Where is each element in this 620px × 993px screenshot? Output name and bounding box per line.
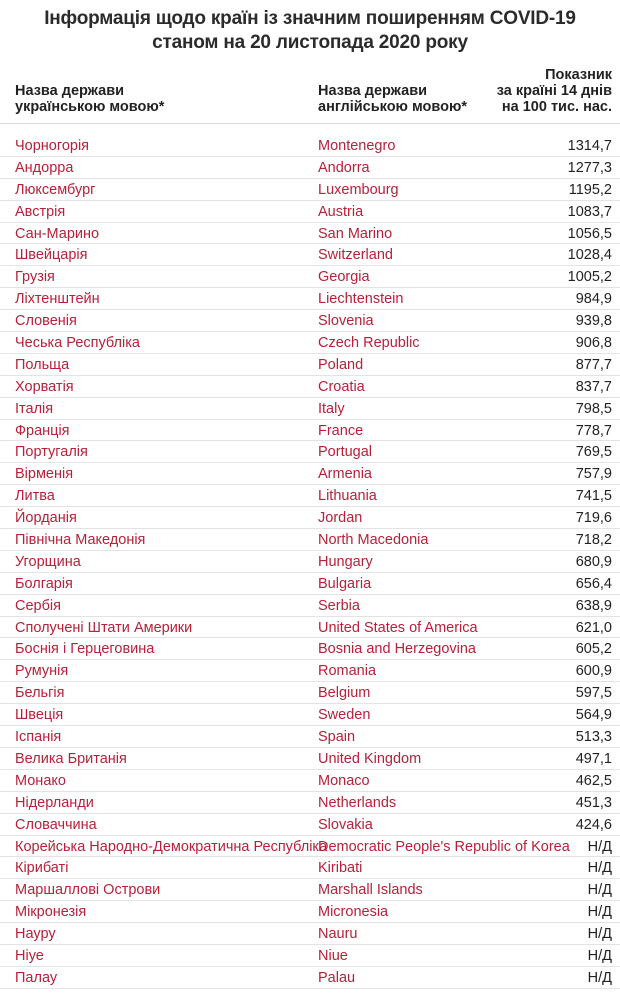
country-name-ukrainian: Боснія і Герцеговина [15, 641, 155, 658]
incidence-value: 1195,2 [568, 181, 612, 198]
country-name-ukrainian: Вірменія [15, 466, 74, 483]
country-name-ukrainian: Маршаллові Острови [15, 882, 161, 899]
incidence-value: 741,5 [575, 488, 612, 505]
table-row [0, 879, 620, 901]
country-name-ukrainian: Нідерланди [15, 794, 94, 811]
country-name-english: Micronesia [318, 904, 389, 921]
header-incidence-value-line: Показник [545, 67, 612, 83]
table-row [0, 704, 620, 726]
incidence-value: 1277,3 [567, 159, 612, 176]
country-name-english: Palau [318, 969, 356, 986]
table-row [0, 463, 620, 485]
incidence-value: 939,8 [575, 313, 612, 330]
header-ukrainian-name-line: Назва держави [15, 83, 125, 99]
incidence-value: 1083,7 [567, 203, 612, 220]
country-name-english: Netherlands [318, 794, 397, 811]
country-name-english: Monaco [318, 772, 370, 789]
page-title [0, 0, 620, 55]
incidence-value: 1314,7 [567, 138, 612, 154]
country-name-english: Georgia [318, 269, 370, 286]
incidence-value: 597,5 [575, 685, 612, 702]
incidence-value: 719,6 [575, 510, 612, 527]
country-name-ukrainian: Ліхтенштейн [15, 291, 100, 308]
incidence-value: 757,9 [575, 466, 612, 483]
title-line-2: станом на 20 листопада 2020 року [152, 32, 468, 53]
table-row [0, 901, 620, 923]
country-name-ukrainian: Грузія [15, 269, 55, 286]
country-name-english: Montenegro [318, 138, 396, 154]
table-header [0, 61, 620, 124]
country-name-english: Portugal [318, 444, 373, 461]
incidence-value: 877,7 [575, 356, 612, 373]
table-row [0, 682, 620, 704]
country-name-ukrainian: Франція [15, 422, 70, 439]
country-name-english: United Kingdom [318, 750, 422, 767]
country-name-ukrainian: Сан-Марино [15, 225, 100, 242]
incidence-value: 984,9 [575, 291, 612, 308]
country-name-ukrainian: Іспанія [15, 729, 62, 746]
table-row [0, 660, 620, 682]
country-name-ukrainian: Мікронезія [15, 904, 87, 921]
country-name-ukrainian: Румунія [15, 663, 69, 680]
header-incidence-value-line: за країні 14 днів [496, 83, 612, 99]
table-row [0, 595, 620, 617]
table-row [0, 179, 620, 201]
table-row [0, 376, 620, 398]
table-row [0, 770, 620, 792]
country-name-english: Slovakia [318, 816, 373, 833]
country-name-ukrainian: Словаччина [15, 816, 97, 833]
incidence-value: 462,5 [575, 772, 612, 789]
table-row [0, 836, 620, 858]
incidence-value: 778,7 [575, 422, 612, 439]
header-ukrainian-name [15, 83, 164, 115]
table-row [0, 310, 620, 332]
country-name-english: Kiribati [318, 860, 363, 877]
country-name-english: Liechtenstein [318, 291, 404, 308]
table-row [0, 332, 620, 354]
country-name-english: Andorra [318, 159, 370, 176]
country-name-english: Switzerland [318, 247, 393, 264]
incidence-value: Н/Д [587, 860, 612, 877]
country-name-ukrainian: Швейцарія [15, 247, 88, 264]
header-incidence-value-line: на 100 тис. нас. [501, 99, 612, 115]
incidence-value: 906,8 [575, 335, 612, 352]
incidence-value: 718,2 [575, 532, 612, 549]
header-english-name [318, 83, 467, 115]
table-row [0, 814, 620, 836]
country-name-english: Bosnia and Herzegovina [318, 641, 476, 658]
country-name-ukrainian: Йорданія [15, 510, 77, 527]
country-name-ukrainian: Польща [15, 356, 70, 373]
country-name-ukrainian: Науру [15, 926, 56, 943]
incidence-value: Н/Д [587, 947, 612, 964]
table-row [0, 420, 620, 442]
country-name-ukrainian: Чеська Республіка [15, 335, 140, 352]
country-name-ukrainian: Монако [15, 772, 66, 789]
country-name-ukrainian: Словенія [15, 313, 77, 330]
country-name-english: Nauru [318, 926, 358, 943]
incidence-value: 798,5 [575, 400, 612, 417]
country-name-english: France [318, 422, 364, 439]
table-row [0, 288, 620, 310]
header-incidence-value [497, 67, 612, 115]
country-name-english: Belgium [318, 685, 371, 702]
table-row [0, 529, 620, 551]
incidence-value: Н/Д [587, 926, 612, 943]
table-row [0, 507, 620, 529]
table-row [0, 726, 620, 748]
country-name-english: Jordan [318, 510, 363, 527]
table-row [0, 923, 620, 945]
country-name-english: Hungary [318, 553, 373, 570]
incidence-value: 621,0 [575, 619, 612, 636]
country-name-english: Slovenia [318, 313, 374, 330]
incidence-value: 769,5 [575, 444, 612, 461]
table-row [0, 441, 620, 463]
country-name-ukrainian: Болгарія [15, 575, 73, 592]
table-body [0, 135, 620, 989]
country-name-ukrainian: Велика Британія [15, 750, 127, 767]
table-row [0, 223, 620, 245]
table-row [0, 135, 620, 157]
incidence-value: 564,9 [575, 707, 612, 724]
table-row [0, 857, 620, 879]
incidence-value: 680,9 [575, 553, 612, 570]
incidence-value: Н/Д [587, 969, 612, 986]
country-name-english: Croatia [318, 378, 365, 395]
table-row [0, 485, 620, 507]
incidence-value: 424,6 [575, 816, 612, 833]
country-name-english: Bulgaria [318, 575, 372, 592]
country-name-english: Armenia [318, 466, 372, 483]
table-row [0, 398, 620, 420]
country-name-english: Spain [318, 729, 356, 746]
header-english-name-line: Назва держави [318, 83, 428, 99]
country-name-ukrainian: Швеція [15, 707, 64, 724]
country-name-ukrainian: Сполучені Штати Америки [15, 619, 193, 636]
country-name-english: Niue [318, 947, 348, 964]
table-row [0, 201, 620, 223]
table-row [0, 748, 620, 770]
table-row [0, 617, 620, 639]
table-row [0, 573, 620, 595]
country-name-ukrainian: Хорватія [15, 378, 74, 395]
country-name-english: Sweden [318, 707, 371, 724]
country-name-english: Austria [318, 203, 364, 220]
table-row [0, 945, 620, 967]
country-name-ukrainian: Люксембург [15, 181, 96, 198]
incidence-value: Н/Д [587, 882, 612, 899]
table-row [0, 967, 620, 989]
table-row [0, 157, 620, 179]
incidence-value: Н/Д [587, 904, 612, 921]
country-name-ukrainian: Північна Македонія [15, 532, 146, 549]
table-row [0, 551, 620, 573]
country-name-english: Romania [318, 663, 377, 680]
incidence-value: 605,2 [575, 641, 612, 658]
incidence-value: 837,7 [575, 378, 612, 395]
country-name-ukrainian: Андорра [15, 159, 74, 176]
table-row [0, 244, 620, 266]
country-name-ukrainian: Палау [15, 969, 58, 986]
country-name-english: Czech Republic [318, 335, 420, 352]
incidence-value: 656,4 [575, 575, 612, 592]
header-english-name-line: англійською мовою* [318, 99, 467, 115]
country-name-ukrainian: Ніуе [15, 947, 44, 964]
incidence-value: 1005,2 [567, 269, 612, 286]
incidence-value: 1056,5 [567, 225, 612, 242]
country-name-ukrainian: Бельгія [15, 685, 65, 702]
table-row [0, 354, 620, 376]
header-ukrainian-name-line: українською мовою* [15, 99, 165, 115]
incidence-value: Н/Д [587, 838, 612, 855]
country-name-ukrainian: Кірибаті [15, 860, 69, 877]
country-name-english: Lithuania [318, 488, 377, 505]
incidence-value: 451,3 [575, 794, 612, 811]
incidence-value: 1028,4 [567, 247, 612, 264]
country-name-english: Italy [318, 400, 345, 417]
country-name-english: Democratic People's Republic of Korea [318, 838, 570, 855]
table-row [0, 792, 620, 814]
country-name-ukrainian: Сербія [15, 597, 61, 614]
country-name-english: Luxembourg [318, 181, 399, 198]
country-name-english: San Marino [318, 225, 393, 242]
country-name-ukrainian: Угорщина [15, 553, 81, 570]
country-name-english: United States of America [318, 619, 478, 636]
country-name-english: Marshall Islands [318, 882, 423, 899]
country-name-ukrainian: Литва [15, 488, 55, 505]
country-name-ukrainian: Італія [15, 400, 54, 417]
incidence-value: 638,9 [575, 597, 612, 614]
country-name-english: Serbia [318, 597, 360, 614]
country-name-english: Poland [318, 356, 364, 373]
country-name-ukrainian: Чорногорія [15, 138, 90, 154]
country-name-ukrainian: Австрія [15, 203, 66, 220]
country-name-ukrainian: Португалія [15, 444, 88, 461]
table-row [0, 266, 620, 288]
title-line-1: Інформація щодо країн із значним поширенням COVID-19 [44, 8, 576, 29]
country-name-ukrainian: Корейська Народно-Демократична Республіка [15, 838, 328, 855]
incidence-value: 600,9 [575, 663, 612, 680]
incidence-value: 513,3 [575, 729, 612, 746]
country-name-english: North Macedonia [318, 532, 429, 549]
table-row [0, 638, 620, 660]
incidence-value: 497,1 [575, 750, 612, 767]
